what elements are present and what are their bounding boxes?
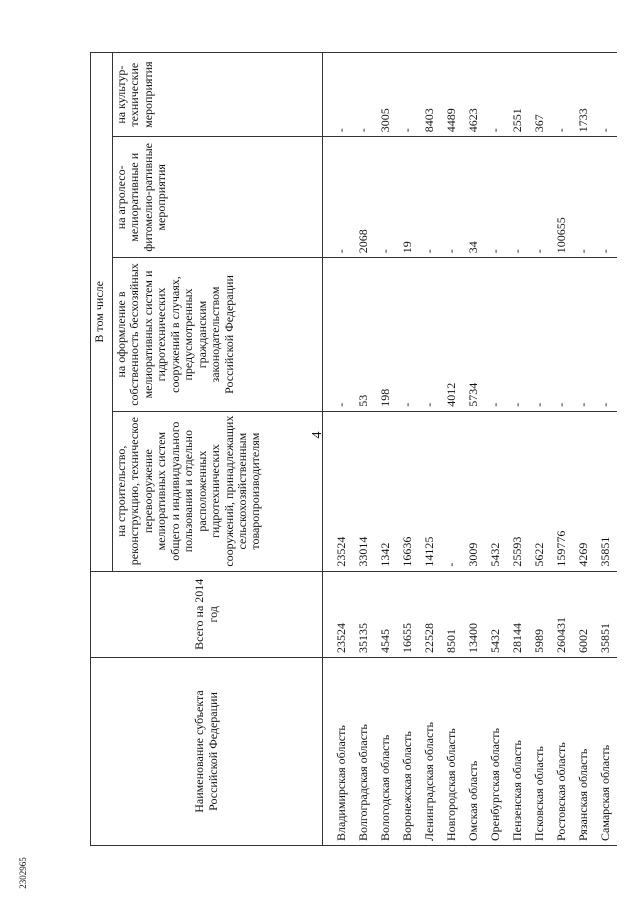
cell-construction: 23524: [323, 411, 354, 571]
cell-culture: -: [397, 53, 419, 137]
cell-region: Рязанская область: [573, 658, 595, 846]
funding-table: [90, 52, 617, 846]
header-agro: на агролесо-мелиоративные и фитомелио-ративные мероприятия: [113, 137, 323, 258]
cell-region: Псковская область: [529, 658, 551, 846]
document-code: 2302965: [18, 857, 28, 889]
cell-region: Оренбургская область: [485, 658, 507, 846]
table-row: [353, 53, 375, 846]
cell-agro: -: [573, 137, 595, 258]
cell-ownership: -: [573, 258, 595, 411]
cell-region: Пензенская область: [507, 658, 529, 846]
cell-ownership: -: [529, 258, 551, 411]
cell-culture: -: [551, 53, 573, 137]
cell-agro: -: [441, 137, 463, 258]
cell-construction: 16636: [397, 411, 419, 571]
cell-construction: 25593: [507, 411, 529, 571]
cell-total: 5432: [485, 571, 507, 657]
cell-culture: -: [323, 53, 354, 137]
table-row: [485, 53, 507, 846]
cell-culture: -: [595, 53, 617, 137]
cell-construction: 5432: [485, 411, 507, 571]
cell-ownership: -: [551, 258, 573, 411]
cell-agro: -: [507, 137, 529, 258]
cell-ownership: -: [507, 258, 529, 411]
cell-ownership: 198: [375, 258, 397, 411]
cell-agro: 19: [397, 137, 419, 258]
cell-agro: 34: [463, 137, 485, 258]
cell-ownership: -: [397, 258, 419, 411]
cell-agro: -: [529, 137, 551, 258]
table-row: [323, 53, 354, 846]
table-body: [323, 53, 618, 846]
cell-total: 28144: [507, 571, 529, 657]
cell-total: 22528: [419, 571, 441, 657]
cell-culture: 367: [529, 53, 551, 137]
header-region: Наименование субъекта Российской Федерации: [91, 658, 323, 846]
cell-construction: 3009: [463, 411, 485, 571]
cell-total: 23524: [323, 571, 354, 657]
table-row: [441, 53, 463, 846]
cell-region: Владимирская область: [323, 658, 354, 846]
table-row: [419, 53, 441, 846]
cell-culture: 3005: [375, 53, 397, 137]
cell-culture: 4489: [441, 53, 463, 137]
cell-agro: -: [485, 137, 507, 258]
cell-agro: -: [323, 137, 354, 258]
cell-construction: 1342: [375, 411, 397, 571]
cell-culture: 8403: [419, 53, 441, 137]
header-total: Всего на 2014 год: [91, 571, 323, 657]
cell-construction: 35851: [595, 411, 617, 571]
cell-agro: -: [595, 137, 617, 258]
cell-total: 13400: [463, 571, 485, 657]
cell-ownership: -: [419, 258, 441, 411]
table-row: [595, 53, 617, 846]
cell-ownership: 4012: [441, 258, 463, 411]
table-row: [507, 53, 529, 846]
cell-construction: 4269: [573, 411, 595, 571]
page-number: 4: [310, 431, 325, 439]
cell-agro: -: [419, 137, 441, 258]
cell-agro: 100655: [551, 137, 573, 258]
table-row: [529, 53, 551, 846]
cell-agro: -: [375, 137, 397, 258]
cell-construction: -: [441, 411, 463, 571]
cell-agro: 2068: [353, 137, 375, 258]
cell-region: Волгоградская область: [353, 658, 375, 846]
table-row: [375, 53, 397, 846]
cell-total: 16655: [397, 571, 419, 657]
cell-region: Воронежская область: [397, 658, 419, 846]
cell-construction: 33014: [353, 411, 375, 571]
cell-region: Вологодская область: [375, 658, 397, 846]
cell-total: 6002: [573, 571, 595, 657]
cell-region: Ленинградская область: [419, 658, 441, 846]
cell-total: 260431: [551, 571, 573, 657]
cell-region: Новгородская область: [441, 658, 463, 846]
cell-ownership: -: [595, 258, 617, 411]
cell-construction: 14125: [419, 411, 441, 571]
cell-construction: 5622: [529, 411, 551, 571]
cell-total: 35851: [595, 571, 617, 657]
header-ownership: на оформление в собственность бесхозяйных мелиоративных систем и гидротехнических сооружений в случаях, предусмотренных гражданским законодательством Российской Федерации: [113, 258, 323, 411]
cell-total: 4545: [375, 571, 397, 657]
table-row: [463, 53, 485, 846]
cell-total: 35135: [353, 571, 375, 657]
header-culture: на культур-технические мероприятия: [113, 53, 323, 137]
cell-ownership: -: [485, 258, 507, 411]
cell-total: 5989: [529, 571, 551, 657]
table-row: [573, 53, 595, 846]
table-row: [551, 53, 573, 846]
cell-region: Ростовская область: [551, 658, 573, 846]
cell-total: 8501: [441, 571, 463, 657]
cell-ownership: 53: [353, 258, 375, 411]
cell-culture: 4623: [463, 53, 485, 137]
cell-culture: -: [485, 53, 507, 137]
cell-region: Омская область: [463, 658, 485, 846]
rotated-table-container: [90, 52, 613, 846]
cell-ownership: -: [323, 258, 354, 411]
header-group: В том числе: [91, 53, 113, 572]
cell-construction: 159776: [551, 411, 573, 571]
cell-culture: 1733: [573, 53, 595, 137]
cell-culture: 2551: [507, 53, 529, 137]
cell-region: Самарская область: [595, 658, 617, 846]
table-row: [397, 53, 419, 846]
header-construction: на строительство, реконструкцию, техническое перевооружение мелиоративных систем общего и индивидуального пользования и отдельно расположенных гидротехнических сооружений, принадлежащих сельскохозяйственным товаропроизводителям: [113, 411, 323, 571]
cell-ownership: 5734: [463, 258, 485, 411]
cell-culture: -: [353, 53, 375, 137]
